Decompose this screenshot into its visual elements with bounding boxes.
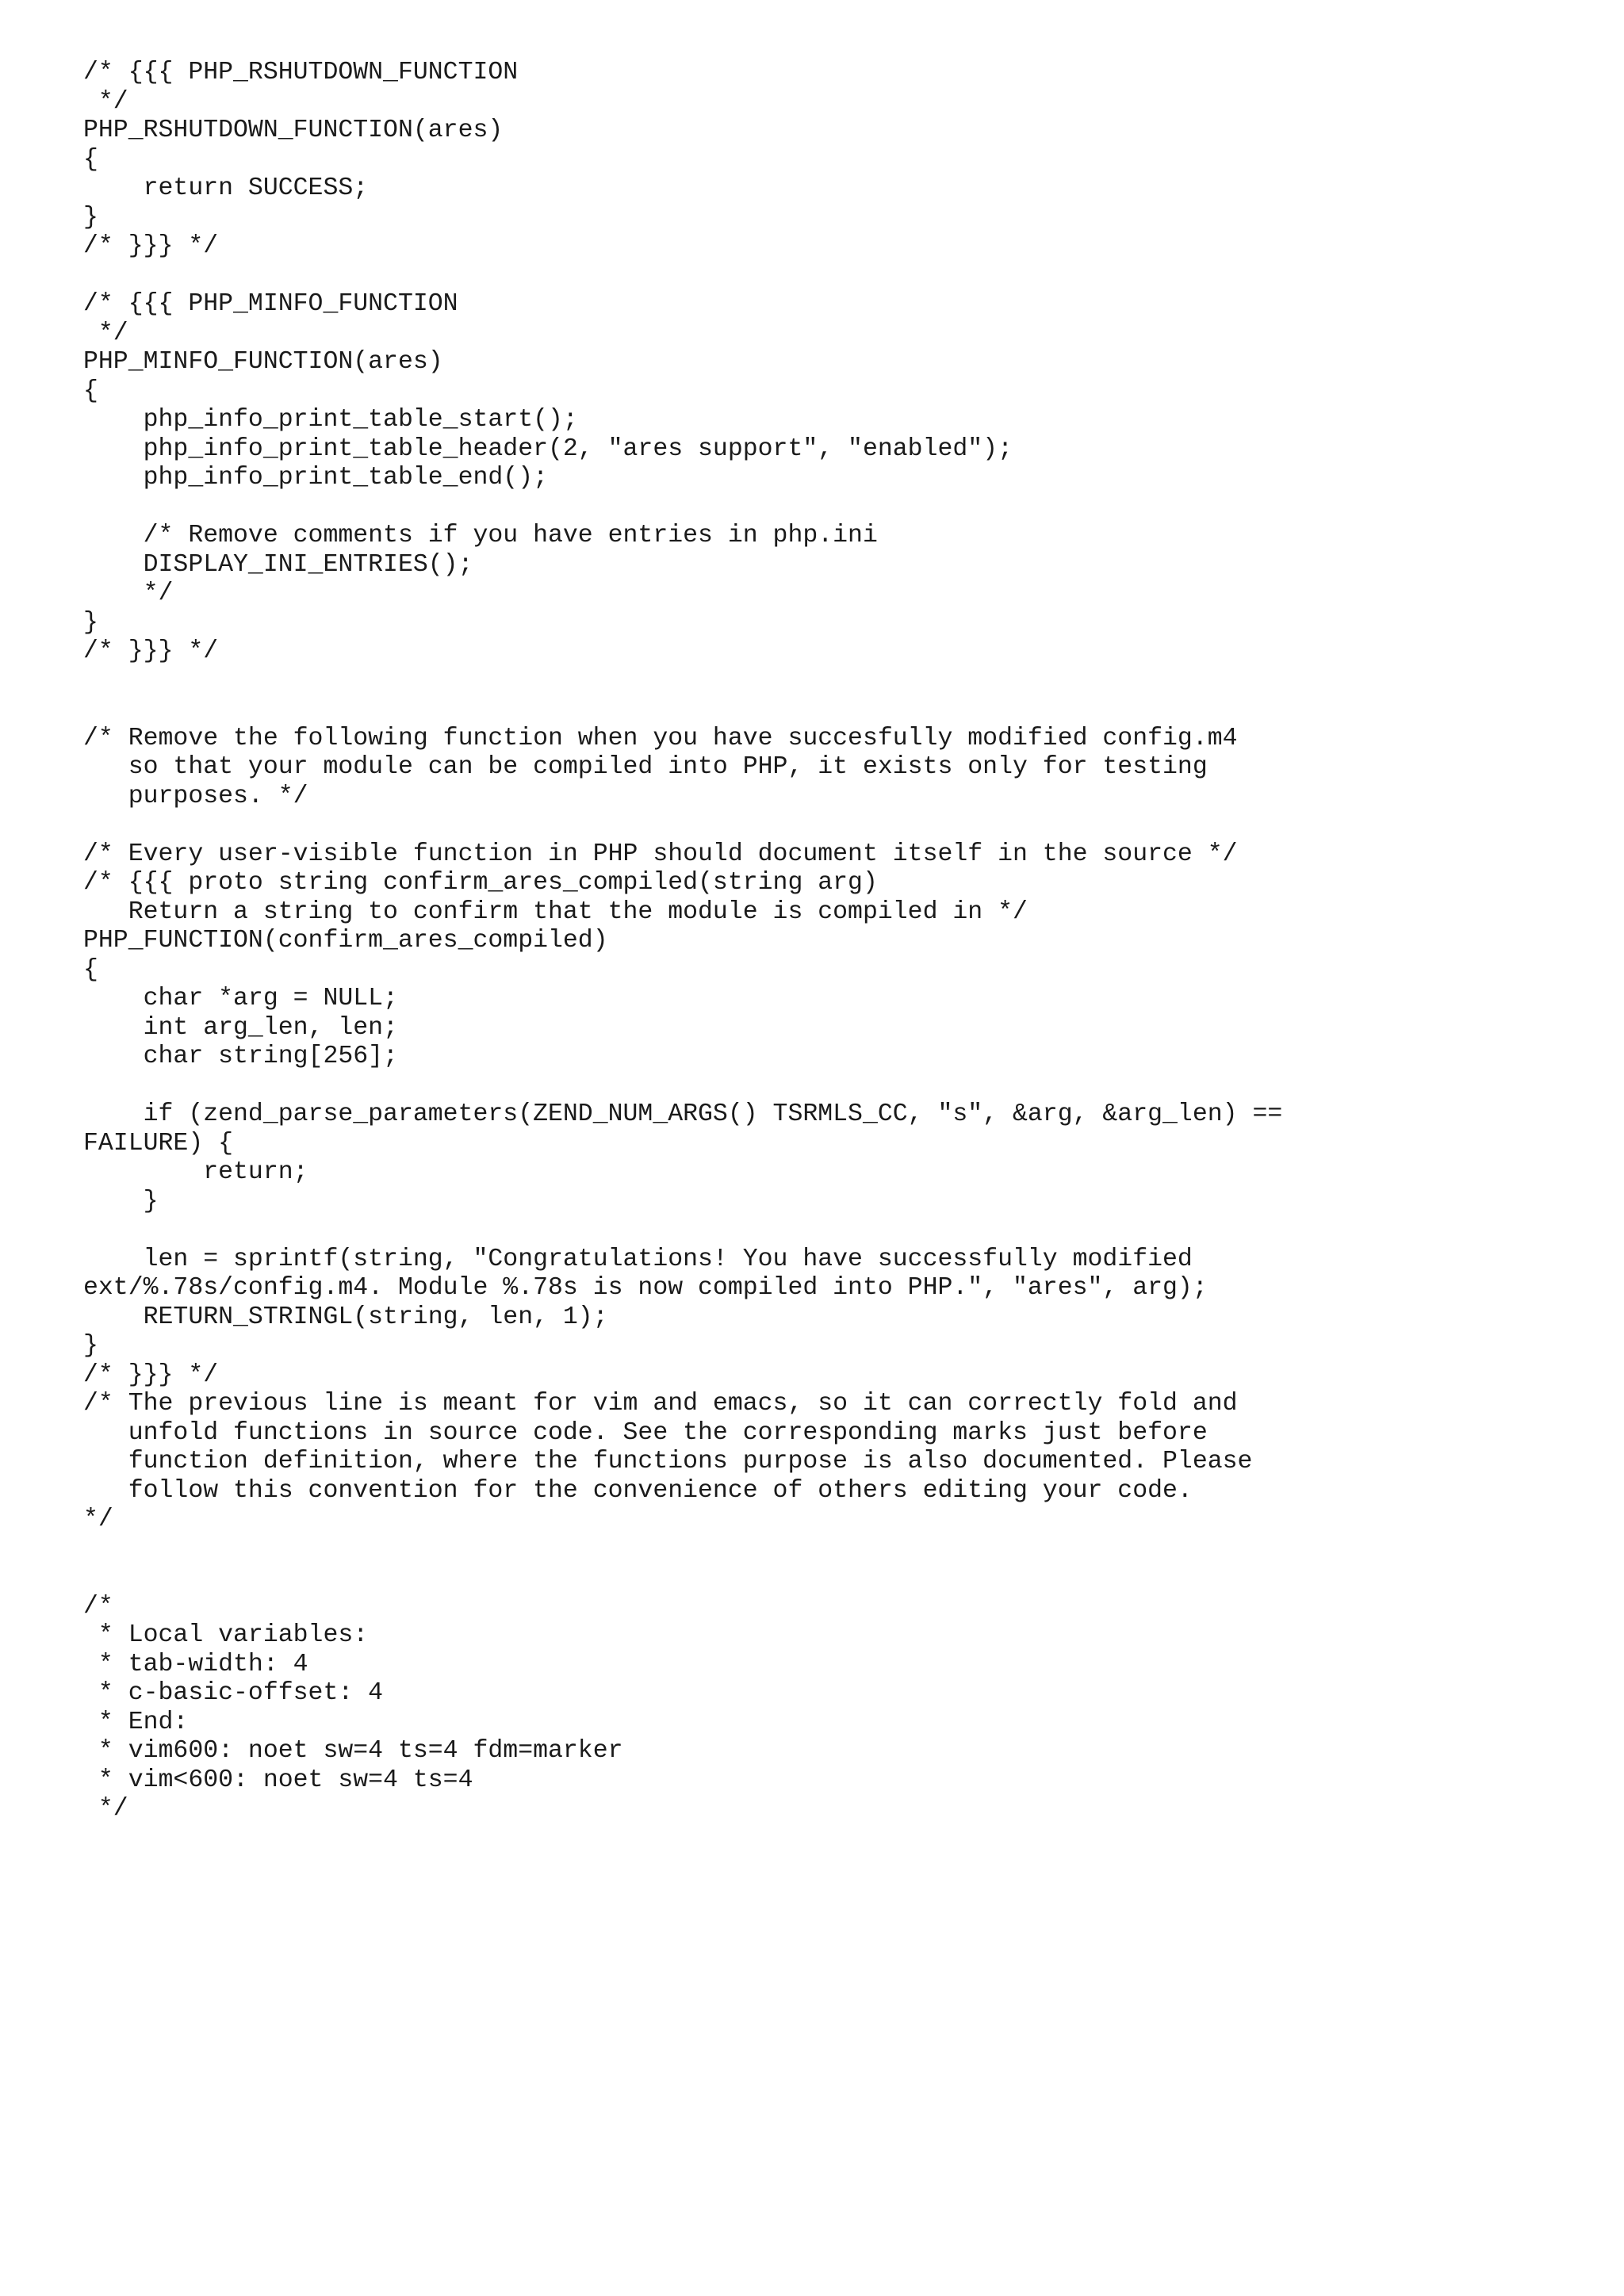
code-line: int arg_len, len; (83, 1013, 398, 1042)
code-line: * c-basic-offset: 4 (83, 1679, 384, 1707)
code-line: /* The previous line is meant for vim and emacs, so it can correctly fold and (83, 1390, 1238, 1418)
code-line: } (83, 203, 98, 232)
code-line: } (83, 608, 98, 637)
code-line: char string[256]; (83, 1043, 398, 1070)
code-line: */ (83, 87, 128, 116)
code-line: { (83, 955, 98, 984)
code-line (83, 493, 1282, 522)
code-line: */ (83, 580, 174, 607)
code-line: FAILURE) { (83, 1129, 234, 1158)
code-line: */ (83, 319, 128, 347)
code-line: php_info_print_table_header(2, "ares support", "enabled"); (83, 434, 1013, 463)
source-code-listing (83, 59, 1282, 1824)
code-line: { (83, 377, 98, 405)
code-line (83, 811, 1282, 840)
code-line: /* Remove the following function when you have succesfully modified config.m4 (83, 724, 1238, 752)
code-line: so that your module can be compiled into PHP, it exists only for testing (83, 753, 1208, 781)
code-line: if (zend_parse_parameters(ZEND_NUM_ARGS() TSRMLS_CC, "s", &arg, &arg_len) == (83, 1100, 1283, 1128)
code-line: php_info_print_table_end(); (83, 464, 548, 492)
code-line: /* Every user-visible function in PHP should document itself in the source */ (83, 840, 1238, 868)
code-line: unfold functions in source code. See the corresponding marks just before (83, 1418, 1208, 1447)
code-line: follow this convention for the convenience of others editing your code. (83, 1476, 1193, 1505)
code-line: * vim<600: noet sw=4 ts=4 (83, 1766, 473, 1794)
code-line: * Local variables: (83, 1621, 369, 1649)
code-line: } (83, 1332, 98, 1360)
code-line: * End: (83, 1708, 189, 1736)
code-line (83, 1535, 1282, 1564)
code-line: RETURN_STRINGL(string, len, 1); (83, 1303, 608, 1331)
code-line: /* {{{ proto string confirm_ares_compiled(string arg) (83, 869, 878, 897)
code-line: return SUCCESS; (83, 174, 369, 202)
code-line: PHP_FUNCTION(confirm_ares_compiled) (83, 927, 608, 955)
code-line: { (83, 145, 98, 174)
code-line: char *arg = NULL; (83, 985, 398, 1012)
code-line: PHP_RSHUTDOWN_FUNCTION(ares) (83, 117, 504, 144)
code-line: DISPLAY_INI_ENTRIES(); (83, 550, 473, 579)
code-line (83, 1072, 1282, 1101)
code-line: */ (83, 1506, 113, 1533)
code-line: * vim600: noet sw=4 ts=4 fdm=marker (83, 1737, 623, 1765)
code-line (83, 667, 1282, 696)
code-line: } (83, 1187, 159, 1215)
code-line: * tab-width: 4 (83, 1650, 308, 1678)
code-line: len = sprintf(string, "Congratulations! You have successfully modified (83, 1245, 1193, 1273)
code-line: /* {{{ PHP_MINFO_FUNCTION (83, 290, 458, 318)
code-line: Return a string to confirm that the module is compiled in */ (83, 897, 1028, 926)
code-line: /* {{{ PHP_RSHUTDOWN_FUNCTION (83, 59, 519, 86)
code-line: /* (83, 1592, 113, 1621)
code-line: function definition, where the functions purpose is also documented. Please (83, 1448, 1253, 1475)
code-line: return; (83, 1158, 308, 1186)
code-line (83, 695, 1282, 725)
code-line: /* }}} */ (83, 232, 219, 260)
code-line (83, 1563, 1282, 1593)
code-line (83, 262, 1282, 291)
code-line: */ (83, 1795, 128, 1823)
code-line (83, 1216, 1282, 1246)
code-line: /* Remove comments if you have entries in php.ini (83, 522, 878, 549)
code-line: ext/%.78s/config.m4. Module %.78s is now compiled into PHP.", "ares", arg); (83, 1274, 1208, 1302)
code-line: php_info_print_table_start(); (83, 406, 578, 434)
code-line: /* }}} */ (83, 637, 219, 665)
code-line: PHP_MINFO_FUNCTION(ares) (83, 348, 443, 376)
code-line: purposes. */ (83, 782, 308, 810)
code-line: /* }}} */ (83, 1360, 219, 1389)
